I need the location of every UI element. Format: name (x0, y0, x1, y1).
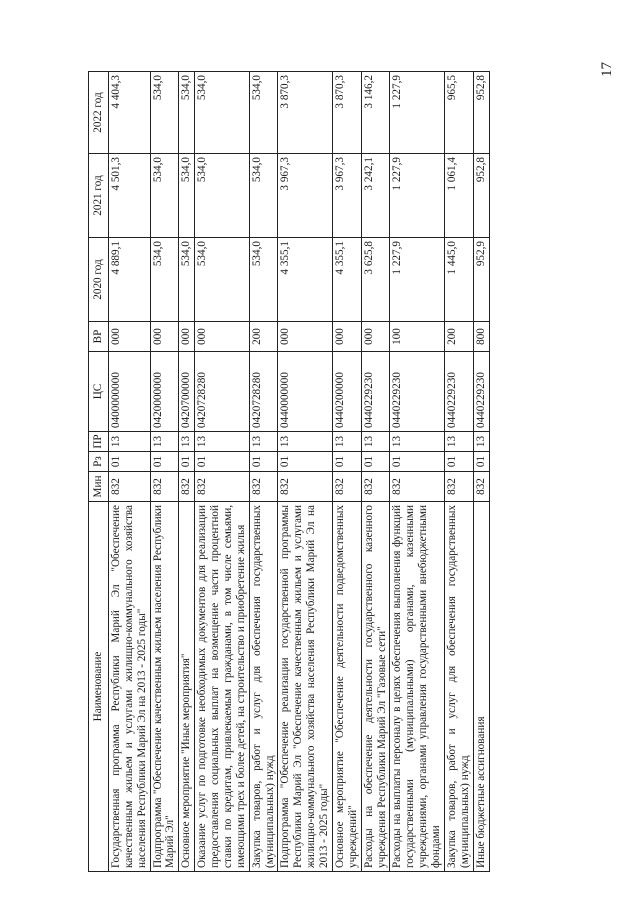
cell-rz: 01 (361, 452, 390, 472)
cell-min: 832 (249, 472, 278, 502)
cell-pr: 13 (249, 432, 278, 452)
cell-y2021: 534,0 (150, 154, 179, 238)
table-header-row (89, 72, 109, 872)
cell-pr: 13 (179, 432, 195, 452)
cell-min: 832 (444, 472, 473, 502)
cell-min: 832 (108, 472, 150, 502)
cell-name: Расходы на выплаты персоналу в целях обеспечения выполнения функций государственными (муниципальными) органами, казенными учреждениями, органами управления государственными внебюджетными фондами (390, 502, 445, 872)
cell-name: Закупка товаров, работ и услуг для обеспечения государственных (муниципальных) нужд (249, 502, 278, 872)
cell-pr: 13 (195, 432, 250, 452)
cell-y2022: 534,0 (179, 72, 195, 154)
cell-pr: 13 (332, 432, 361, 452)
cell-pr: 13 (361, 432, 390, 452)
table-row (108, 72, 150, 872)
header-cs: ЦС (89, 352, 109, 432)
cell-y2021: 952,8 (473, 154, 489, 238)
cell-y2020: 952,9 (473, 238, 489, 322)
cell-vr: 200 (249, 322, 278, 352)
cell-y2021: 1 227,9 (390, 154, 445, 238)
cell-y2021: 534,0 (179, 154, 195, 238)
cell-name: Оказание услуг по подготовке необходимых документов для реализации предоставления социальных выплат на возмещение части процентной ставки по кредитам, привлекаемым гражданами, в том числе семьями, имеющими трех и более детей, на строительство и приобретение жилья (195, 502, 250, 872)
cell-cs: 0440229230 (361, 352, 390, 432)
cell-y2021: 534,0 (249, 154, 278, 238)
cell-rz: 01 (444, 452, 473, 472)
cell-y2020: 4 355,1 (278, 238, 333, 322)
cell-y2022: 1 227,9 (390, 72, 445, 154)
cell-y2020: 534,0 (195, 238, 250, 322)
cell-min: 832 (390, 472, 445, 502)
cell-y2022: 965,5 (444, 72, 473, 154)
cell-min: 832 (179, 472, 195, 502)
header-name: Наименование (89, 502, 109, 872)
cell-cs: 0440200000 (332, 352, 361, 432)
cell-name: Основное мероприятие "Обеспечение деятельности подведомственных учреждений" (332, 502, 361, 872)
header-pr: ПР (89, 432, 109, 452)
cell-name: Иные бюджетные ассигнования (473, 502, 489, 872)
cell-cs: 0440229230 (444, 352, 473, 432)
cell-y2020: 1 445,0 (444, 238, 473, 322)
cell-min: 832 (150, 472, 179, 502)
cell-y2021: 3 242,1 (361, 154, 390, 238)
cell-name: Закупка товаров, работ и услуг для обеспечения государственных (муниципальных) нужд (444, 502, 473, 872)
cell-pr: 13 (108, 432, 150, 452)
cell-name: Государственная программа Республики Марий Эл "Обеспечение качественным жильем и услугами жилищно-коммунального хозяйства населения Республики Марий Эл на 2013 - 2025 годы" (108, 502, 150, 872)
cell-y2021: 534,0 (195, 154, 250, 238)
table-row (150, 72, 179, 872)
cell-vr: 000 (150, 322, 179, 352)
cell-cs: 0420728280 (249, 352, 278, 432)
cell-rz: 01 (249, 452, 278, 472)
header-2022: 2022 год (89, 72, 109, 154)
budget-table (88, 71, 490, 872)
cell-y2020: 534,0 (179, 238, 195, 322)
table-row (390, 72, 445, 872)
cell-y2022: 3 870,3 (332, 72, 361, 154)
cell-vr: 200 (444, 322, 473, 352)
cell-pr: 13 (278, 432, 333, 452)
table-row (195, 72, 250, 872)
cell-vr: 000 (108, 322, 150, 352)
cell-y2020: 3 625,8 (361, 238, 390, 322)
cell-vr: 100 (390, 322, 445, 352)
cell-cs: 0400000000 (108, 352, 150, 432)
cell-y2022: 534,0 (195, 72, 250, 154)
header-vr: ВР (89, 322, 109, 352)
cell-rz: 01 (150, 452, 179, 472)
header-rz: Рз (89, 452, 109, 472)
cell-vr: 000 (179, 322, 195, 352)
cell-vr: 800 (473, 322, 489, 352)
cell-y2021: 3 967,3 (278, 154, 333, 238)
cell-vr: 000 (361, 322, 390, 352)
cell-name: Расходы на обеспечение деятельности государственного казенного учреждения Республики Марий Эл "Газовые сети" (361, 502, 390, 872)
cell-rz: 01 (278, 452, 333, 472)
cell-min: 832 (332, 472, 361, 502)
table-row (179, 72, 195, 872)
cell-min: 832 (278, 472, 333, 502)
cell-name: Подпрограмма "Обеспечение качественным жильем населения Республики Марий Эл" (150, 502, 179, 872)
cell-y2020: 534,0 (249, 238, 278, 322)
cell-vr: 000 (195, 322, 250, 352)
cell-cs: 0420728280 (195, 352, 250, 432)
table-row (332, 72, 361, 872)
cell-cs: 0440229230 (390, 352, 445, 432)
cell-cs: 0440000000 (278, 352, 333, 432)
table-row (361, 72, 390, 872)
cell-pr: 13 (444, 432, 473, 452)
cell-vr: 000 (278, 322, 333, 352)
cell-y2020: 1 227,9 (390, 238, 445, 322)
table-body (108, 72, 489, 872)
cell-y2021: 4 501,3 (108, 154, 150, 238)
header-2020: 2020 год (89, 238, 109, 322)
cell-rz: 01 (195, 452, 250, 472)
cell-pr: 13 (473, 432, 489, 452)
table-row (473, 72, 489, 872)
cell-name: Подпрограмма "Обеспечение реализации государственной программы Республики Марий Эл "Обеспечение качественным жильем и услугами жилищно-коммунального хозяйства населения Республики Марий Эл на 2013 - 2025 годы" (278, 502, 333, 872)
page-number: 17 (599, 62, 615, 77)
cell-min: 832 (361, 472, 390, 502)
cell-rz: 01 (473, 452, 489, 472)
cell-y2022: 534,0 (150, 72, 179, 154)
cell-rz: 01 (390, 452, 445, 472)
cell-rz: 01 (108, 452, 150, 472)
header-2021: 2021 год (89, 154, 109, 238)
cell-name: Основное мероприятие "Иные мероприятия" (179, 502, 195, 872)
table-row (249, 72, 278, 872)
cell-pr: 13 (150, 432, 179, 452)
cell-y2022: 4 404,3 (108, 72, 150, 154)
cell-rz: 01 (332, 452, 361, 472)
cell-min: 832 (473, 472, 489, 502)
cell-y2020: 4 355,1 (332, 238, 361, 322)
cell-min: 832 (195, 472, 250, 502)
cell-y2021: 3 967,3 (332, 154, 361, 238)
cell-cs: 0420700000 (179, 352, 195, 432)
cell-cs: 0440229230 (473, 352, 489, 432)
cell-vr: 000 (332, 322, 361, 352)
cell-y2022: 534,0 (249, 72, 278, 154)
table-row (278, 72, 333, 872)
rotated-table-wrapper (88, 72, 548, 872)
header-min: Мин (89, 472, 109, 502)
table-row (444, 72, 473, 872)
cell-y2020: 534,0 (150, 238, 179, 322)
cell-y2022: 3 146,2 (361, 72, 390, 154)
cell-cs: 0420000000 (150, 352, 179, 432)
cell-pr: 13 (390, 432, 445, 452)
cell-y2021: 1 061,4 (444, 154, 473, 238)
cell-rz: 01 (179, 452, 195, 472)
cell-y2020: 4 889,1 (108, 238, 150, 322)
cell-y2022: 3 870,3 (278, 72, 333, 154)
cell-y2022: 952,8 (473, 72, 489, 154)
